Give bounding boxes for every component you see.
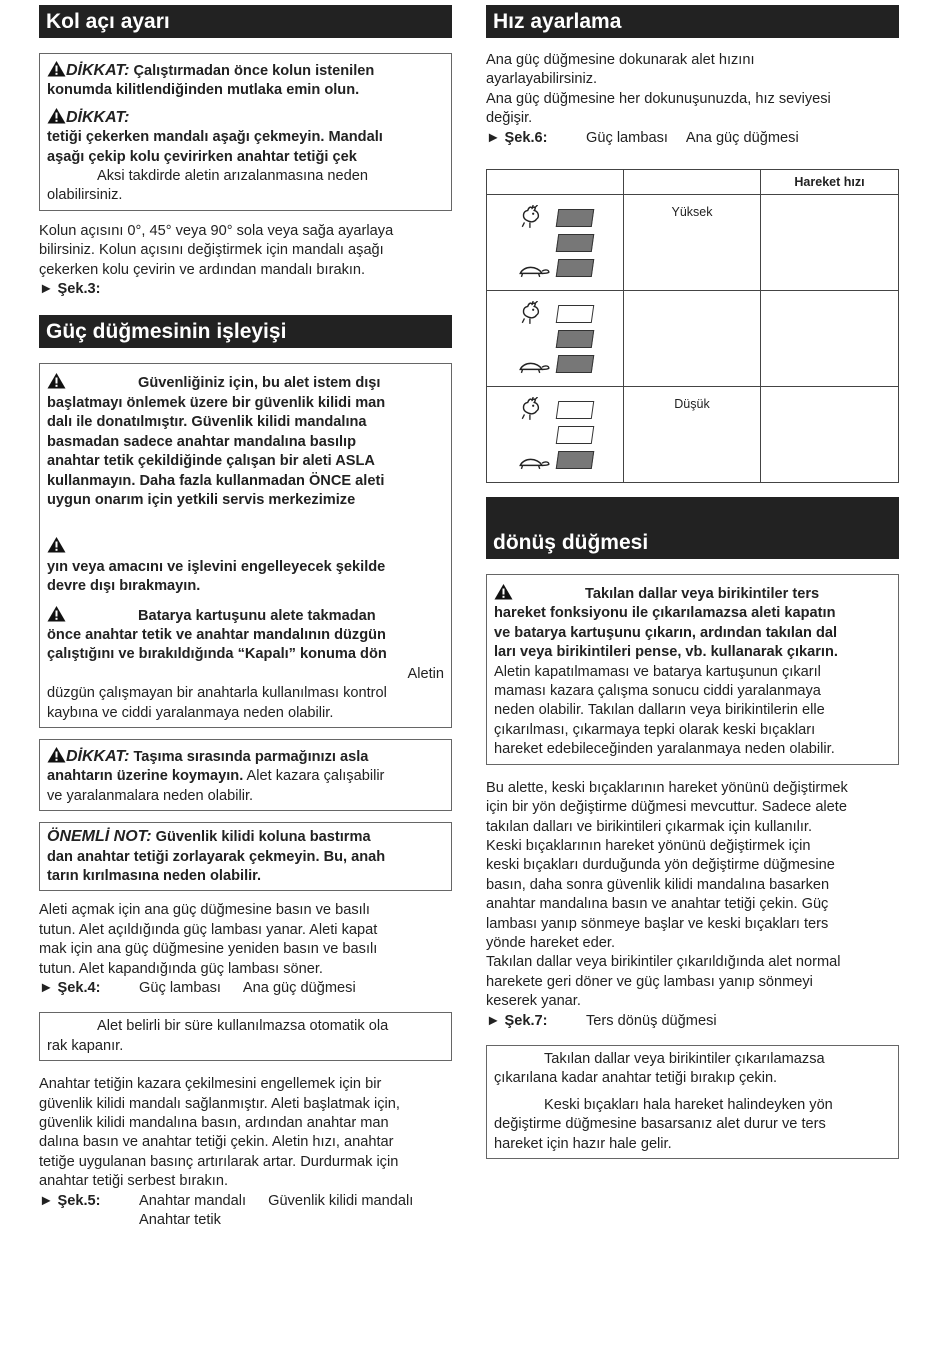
speed-indicator <box>487 387 624 483</box>
lamp-bar <box>556 259 595 277</box>
lamp-bar <box>556 330 595 348</box>
warning-icon <box>47 746 66 763</box>
speed-table <box>486 169 899 483</box>
table-row <box>487 291 899 387</box>
speed-level: Düşük <box>624 387 761 483</box>
lamp-bar <box>556 401 595 419</box>
caution-box-carry: DİKKAT: Taşıma sırasında parmağınızı asla anahtarın üzerine koymayın. Alet kazara çalışabilir ve yaralanmalara neden olabilir. <box>39 739 452 811</box>
warning-icon <box>47 536 66 553</box>
warning-icon <box>47 107 66 124</box>
note-box-reverse: Takılan dallar veya birikintiler çıkarılamazsa çıkarılana kadar anahtar tetiği bırakıp çekin. Keski bıçakları hala hareket halindeyken yön değiştirme düğmesine basarsanız alet durur ve ters hareket için hazır hale gelir. <box>486 1045 899 1159</box>
turtle-icon <box>517 454 551 470</box>
figure-ref-7: ► Şek.7: <box>486 1012 548 1029</box>
speed-table-header: Hareket hızı <box>761 170 899 195</box>
figure-ref-5: ► Şek.5: <box>39 1192 101 1209</box>
speed-text: Ana güç düğmesine dokunarak alet hızını ayarlayabilirsiniz. Ana güç düğmesine her dokunuşunuzda, hız seviyesi değişir. ► Şek.6: Güç lambası Ana güç düğmesi <box>486 51 899 148</box>
reverse-text: Bu alette, keski bıçaklarının hareket yönünü değiştirmek için bir yön değiştirme düğmesi mevcuttur. Sadece alete takılan dalları ve birikintileri çıkarmak için kullanılır. Keski bıçaklarının hareket yönünü değiştirmek için keski bıçakları durduğunda yön değiştirme düğmesine basın, daha sonra güvenlik kilidi mandalına basarken anahtar mandalına basın ve anahtar tetiği çekin. Güç lambası yanıp sönmeye başlar ve keski bıçakları ters yönde hareket eder. Takılan dallar veya birikintiler çıkarıldığında alet normal harekete geri döner ve güç lambası yanıp sönmeyi keserek yanar. ► Şek.7: Ters dönüş düğmesi <box>486 779 899 1031</box>
table-row <box>487 195 899 291</box>
warning-icon <box>494 583 513 600</box>
warning-box-reverse: Takılan dallar veya birikintiler ters hareket fonksiyonu ile çıkarılamazsa aleti kapatın ve batarya kartuşunu çıkarın, ardından takılan dal ları veya birikintileri pense, vb. kullanarak çıkarın. Aletin kapatılmaması ve batarya kartuşunun çıkarıl maması kazara çalışma sonucu ciddi yaralanmaya neden olabilir. Takılan dalların veya birikintilerin elle çıkarılması, çıkarmaya tepki olarak keski bıçakları hareket edebileceğinden yaralanmaya neden olabilir. <box>486 574 899 765</box>
notice-box: ÖNEMLİ NOT: Güvenlik kilidi koluna bastırma dan anahtar tetiği zorlayarak çekmeyin. Bu, anah tarın kırılmasına neden olabilir. <box>39 822 452 891</box>
lamp-bar <box>556 234 595 252</box>
power-button-text: Aleti açmak için ana güç düğmesine basın ve basılı tutun. Alet açıldığında güç lambası yanar. Aleti kapat mak için ana güç düğmesine yeniden basın ve basılı tutun. Alet kapandığında güç lambası söner. ► Şek.4: Güç lambası Ana güç düğmesi <box>39 901 452 998</box>
warning-box-switch: Güvenliğiniz için, bu alet istem dışı başlatmayı önlemek üzere bir güvenlik kilidi man dalı ile donatılmıştır. Güvenlik kilidi mandalına basmadan sadece anahtar mandalına basılıp anahtar tetik çekildiğinde çalışan bir aleti ASLA kullanmayın. Daha fazla kullanmadan ÖNCE aleti uygun onarım için yetkili servis merkezimize yın veya amacını ve işlevini engelleyecek şekilde devre dışı bırakmayın. Batarya kartuşunu alete takmadan önce anahtar tetik ve anahtar mandalının düzgün çalıştığını ve bırakıldığında “Kapalı” konuma dön Aletin düzgün çalışmayan bir anahtarla kullanılması kontrol kaybına ve ciddi yaralanmaya neden olabilir. <box>39 363 452 728</box>
speed-level: Yüksek <box>624 195 761 291</box>
rabbit-icon <box>520 301 542 325</box>
lamp-bar <box>556 355 595 373</box>
lamp-bar <box>556 305 595 323</box>
speed-level <box>624 291 761 387</box>
rabbit-icon <box>520 205 542 229</box>
lock-off-text: Anahtar tetiğin kazara çekilmesini engellemek için bir güvenlik kilidi mandalı sağlanmıştır. Aleti başlatmak için, güvenlik kilidi mandalına basın, ardından anahtar man dalına basın ve anahtar tetiği çekin. Aletin hızı, anahtar tetiğe uygulanan basınç artırılarak artar. Durdurmak için anahtar tetiği serbest bırakın. ► Şek.5: Anahtar mandalı Güvenlik kilidi mandalı Anahtar tetik <box>39 1076 414 1229</box>
section-title-handle-angle: Kol açı ayarı <box>39 5 452 38</box>
rabbit-icon <box>520 397 542 421</box>
lamp-bar <box>556 426 595 444</box>
figure-ref-6: ► Şek.6: <box>486 129 548 146</box>
warning-icon <box>47 605 66 622</box>
lamp-bar <box>556 451 595 469</box>
figure-ref-3: ► Şek.3: <box>39 281 101 298</box>
caution-box-handle: DİKKAT: Çalıştırmadan önce kolun istenilen konumda kilitlendiğinden mutlaka emin olun. DİKKAT: tetiği çekerken mandalı aşağı çekmeyin. Mandalı aşağı çekip kolu çevirirken anahtar tetiği çek Aksi takdirde aletin arızalanmasına neden olabilirsiniz. <box>39 53 452 211</box>
section-title-speed: Hız ayarlama <box>486 5 899 38</box>
warning-icon <box>47 60 66 77</box>
note-box-auto-off: Alet belirli bir süre kullanılmazsa otomatik ola rak kapanır. <box>39 1012 452 1061</box>
section-title-reverse: dönüş düğmesi <box>486 497 899 559</box>
turtle-icon <box>517 358 551 374</box>
handle-angle-text: Kolun açısını 0°, 45° veya 90° sola veya sağa ayarlaya bilirsiniz. Kolun açısını değiştirmek için mandalı aşağı çekerken kolu çevirin ve ardından mandalı bırakın. ► Şek.3: <box>39 222 452 300</box>
warning-icon <box>47 372 66 389</box>
turtle-icon <box>517 262 551 278</box>
figure-ref-4: ► Şek.4: <box>39 980 101 997</box>
table-row <box>487 387 899 483</box>
lamp-bar <box>556 209 595 227</box>
left-column <box>39 5 452 1242</box>
right-column <box>486 5 899 1170</box>
section-title-switch-action: Güç düğmesinin işleyişi <box>39 315 452 348</box>
speed-indicator <box>487 195 624 291</box>
speed-indicator <box>487 291 624 387</box>
